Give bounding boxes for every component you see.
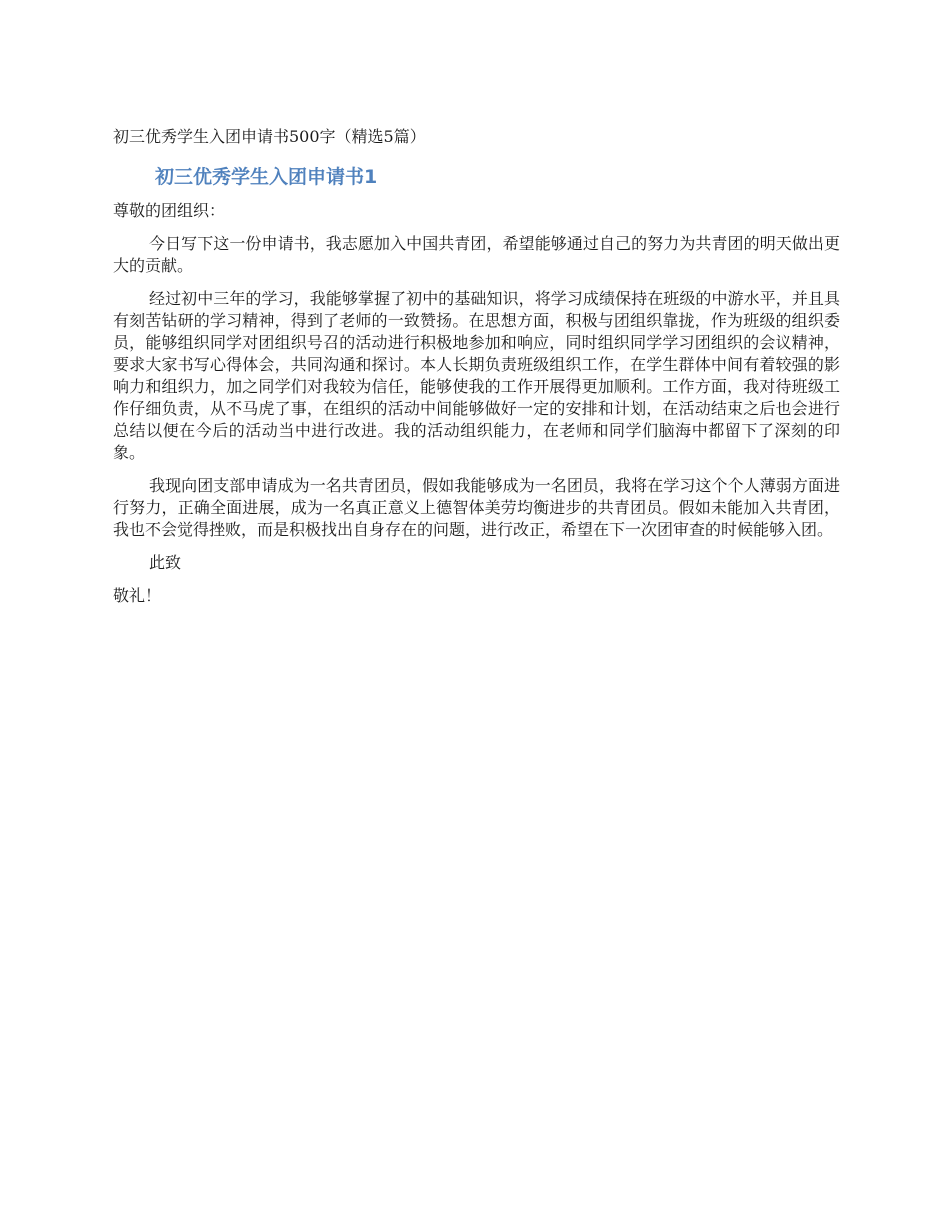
body-paragraph: 今日写下这一份申请书，我志愿加入中国共青团，希望能够通过自己的努力为共青团的明天做出更大的贡献。 (113, 234, 840, 275)
closing-line: 此致 (149, 553, 182, 572)
salutation: 尊敬的团组织： (113, 201, 226, 220)
document-title: 初三优秀学生入团申请书500字（精选5篇） (113, 127, 426, 146)
document-body (113, 126, 840, 607)
body-paragraph: 经过初中三年的学习，我能够掌握了初中的基础知识，将学习成绩保持在班级的中游水平，并且具有刻苦钻研的学习精神，得到了老师的一致赞扬。在思想方面，积极与团组织靠拢，作为班级的组织委员，能够组织同学对团组织号召的活动进行积极地参加和响应，同时组织同学学习团组织的会议精神，要求大家书写心得体会，共同沟通和探讨。本人长期负责班级组织工作，在学生群体中间有着较强的影响力和组织力，加之同学们对我较为信任，能够使我的工作开展得更加顺利。工作方面，我对待班级工作仔细负责，从不马虎了事，在组织的活动中间能够做好一定的安排和计划，在活动结束之后也会进行总结以便在今后的活动当中进行改进。我的活动组织能力，在老师和同学们脑海中都留下了深刻的印象。 (113, 289, 840, 462)
signoff-line: 敬礼！ (113, 586, 162, 605)
section-heading: 初三优秀学生入团申请书1 (155, 166, 378, 188)
body-paragraph: 我现向团支部申请成为一名共青团员，假如我能够成为一名团员，我将在学习这个个人薄弱方面进行努力，正确全面进展，成为一名真正意义上德智体美劳均衡进步的共青团员。假如未能加入共青团，我也不会觉得挫败，而是积极找出自身存在的问题，进行改正，希望在下一次团审查的时候能够入团。 (113, 476, 840, 539)
